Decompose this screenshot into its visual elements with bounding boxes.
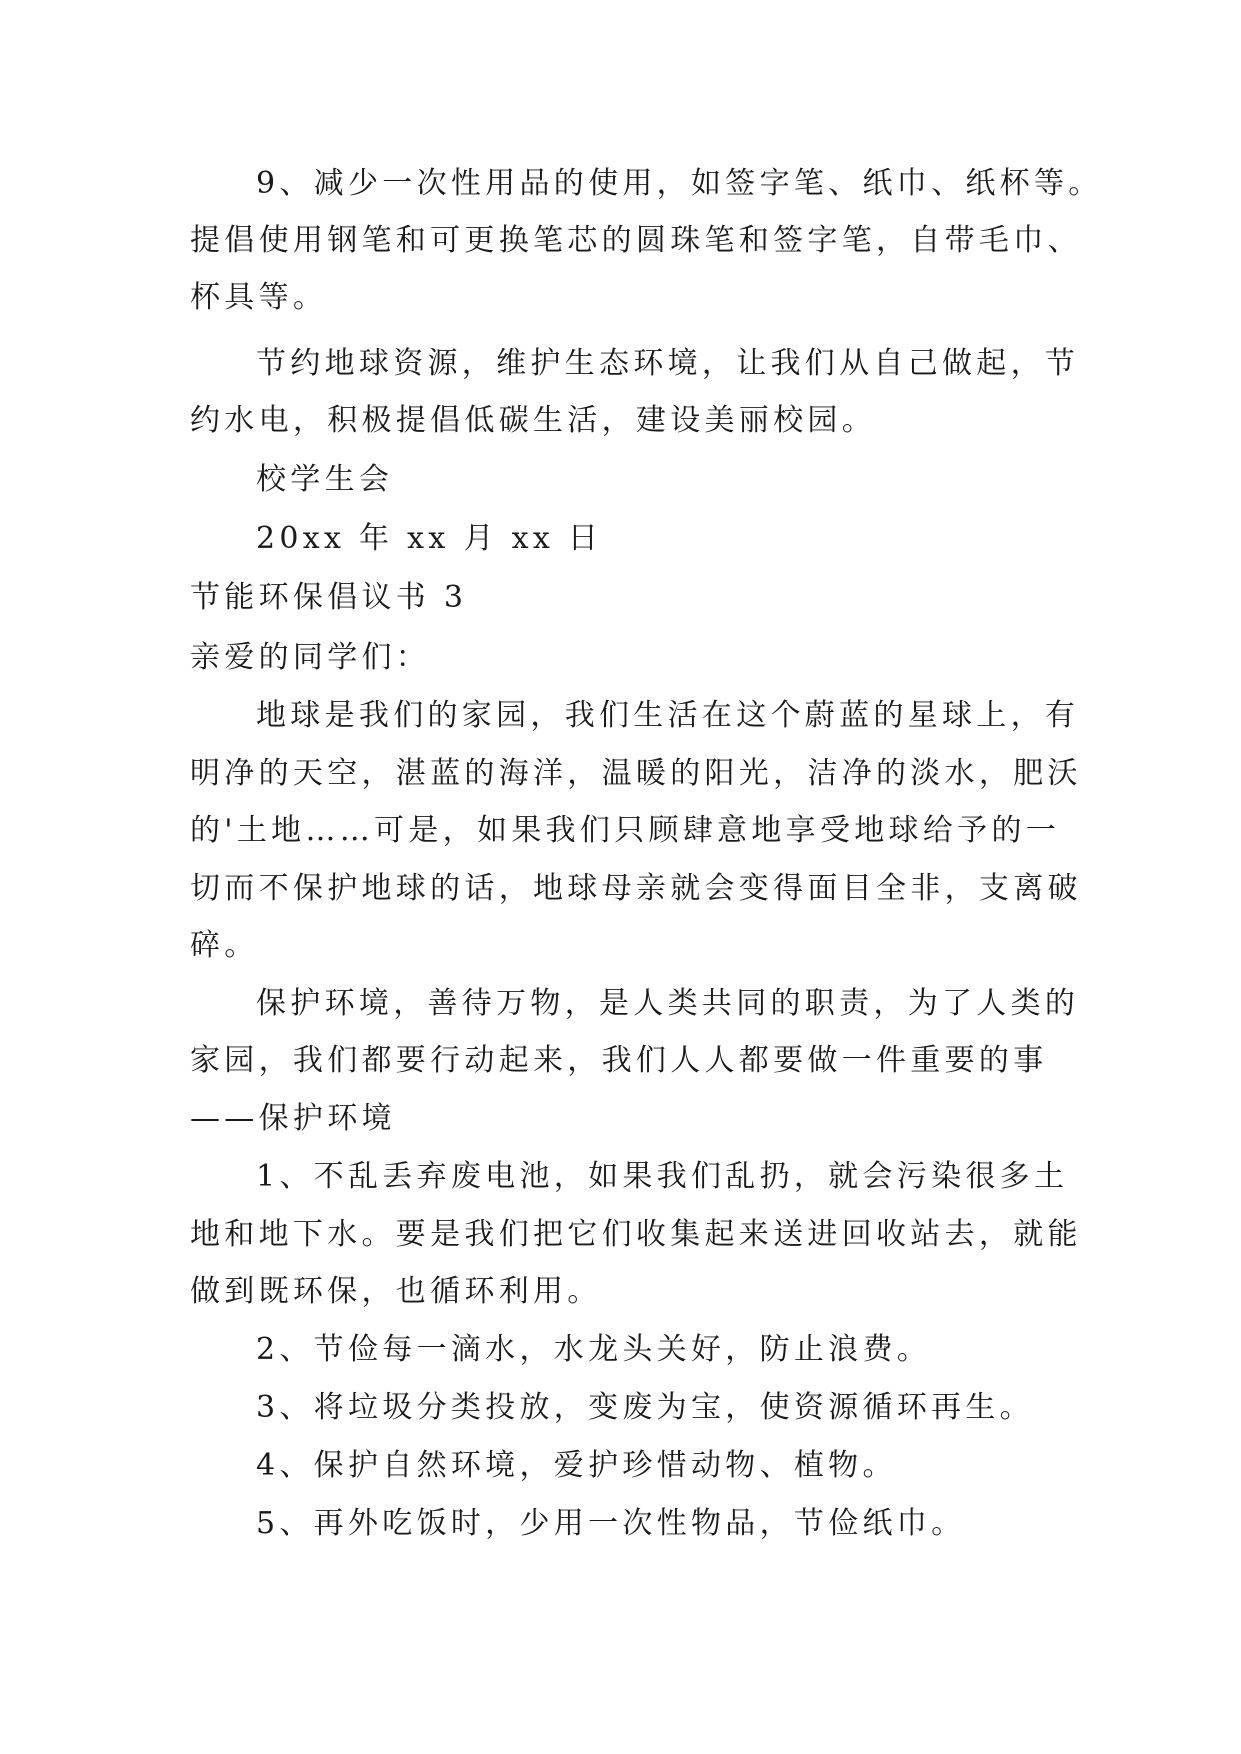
paragraph-earth-line-4: 切而不保护地球的话，地球母亲就会变得面目全非，支离破 <box>190 871 1082 906</box>
signature-organization: 校学生会 <box>256 462 394 497</box>
paragraph-earth-line-3: 的'土地……可是，如果我们只顾肆意地享受地球给予的一 <box>190 813 1061 848</box>
item-9-line-1: 9、减少一次性用品的使用，如签字笔、纸巾、纸杯等。 <box>256 166 1103 201</box>
list-item-1-line-3: 做到既环保，也循环利用。 <box>190 1274 602 1309</box>
list-item-2: 2、节俭每一滴水，水龙头关好，防止浪费。 <box>256 1332 932 1367</box>
list-item-3: 3、将垃圾分类投放，变废为宝，使资源循环再生。 <box>256 1390 1034 1425</box>
paragraph-protect-line-2: 家园，我们都要行动起来，我们人人都要做一件重要的事 <box>190 1043 1048 1078</box>
signature-date: 20xx 年 xx 月 xx 日 <box>256 521 603 556</box>
list-item-5: 5、再外吃饭时，少用一次性物品，节俭纸巾。 <box>256 1506 966 1541</box>
paragraph-protect-line-1: 保护环境，善待万物，是人类共同的职责，为了人类的 <box>256 986 1080 1021</box>
list-item-1-line-2: 地和地下水。要是我们把它们收集起来送进回收站去，就能 <box>190 1217 1082 1252</box>
paragraph-earth-line-2: 明净的天空，湛蓝的海洋，温暖的阳光，洁净的淡水，肥沃 <box>190 756 1082 791</box>
paragraph-earth-line-1: 地球是我们的家园，我们生活在这个蔚蓝的星球上，有 <box>256 698 1080 733</box>
item-9-line-2: 提倡使用钢笔和可更换笔芯的圆珠笔和签字笔，自带毛巾、 <box>190 223 1082 258</box>
list-item-4: 4、保护自然环境，爱护珍惜动物、植物。 <box>256 1448 897 1483</box>
salutation: 亲爱的同学们： <box>190 640 431 675</box>
closing-paragraph-line-1: 节约地球资源，维护生态环境，让我们从自己做起，节 <box>256 346 1080 381</box>
section-title: 节能环保倡议书 3 <box>190 580 468 615</box>
closing-paragraph-line-2: 约水电，积极提倡低碳生活，建设美丽校园。 <box>190 403 876 438</box>
item-9-line-3: 杯具等。 <box>190 280 328 315</box>
list-item-1-line-1: 1、不乱丢弃废电池，如果我们乱扔，就会污染很多土 <box>256 1159 1069 1194</box>
paragraph-protect-line-3: ——保护环境 <box>190 1101 396 1136</box>
paragraph-earth-line-5: 碎。 <box>190 928 259 963</box>
